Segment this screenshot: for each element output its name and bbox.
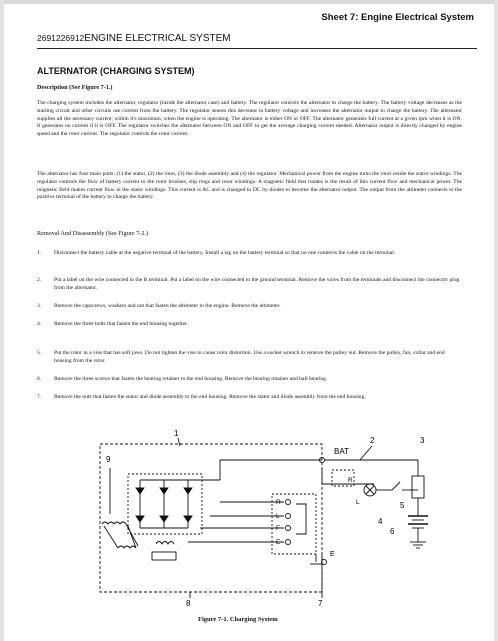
step-text: Put a label on the wire connected to the B terminal. Put a label on the wire connected to the ground terminal. Remove the wires from the terminals and disconnect the connector plug from the alternator. xyxy=(54,277,460,291)
callout-6: 6 xyxy=(390,527,395,536)
step-number: 1. xyxy=(37,250,42,256)
description-paragraph-1: The charging system includes the alternator, regulator (inside the alternator case) and battery. The regulator controls the alternator to charge the battery. The battery voltage decreases as the starting circuit and other circuits use current from the battery. The regulator senses this decrease in battery voltage and increases the alternator output to charge the battery. The alternator supplies all the necessary current, within it's maximum, when the engine is operating. The alternator is either ON or OFF. The alternator generates full current at a given rpm when it is ON. It generates no current if it is OFF. The regulator switches the alternator between ON and OFF to get the average charging current needed. Alternator output is directly changed by engine speed and the rotor current. The regulator controls the rotor current. xyxy=(37,100,462,138)
description-paragraph-2: The alternator has four main parts: (1) the stator, (2) the rotor, (3) the diode assembly and (4) the regulator. Mechanical power from the engine turns the rotor inside the stator windings. The regulator controls the flow of battery current to the rotor brushes, slip rings and rotor windings. A magnetic field that rotates is the result of this current flow and mechanical power. The magnetic field makes current flow in the stator windings. This current is AC and is changed to DC by diodes to become the alternator output. The output from the altimeter connects to the positive terminal of the battery to charge the battery. xyxy=(37,171,462,201)
figure-caption: Figure 7-1. Charging System xyxy=(198,616,278,623)
callout-3: 3 xyxy=(420,436,425,445)
leader-2 xyxy=(360,446,372,460)
removal-heading: Removal And Disassembly (See Figure 7-2.) xyxy=(37,230,149,237)
step-number: 5. xyxy=(37,350,42,356)
callout-4: 4 xyxy=(378,517,383,526)
step-3 xyxy=(37,303,462,311)
step-7 xyxy=(37,394,462,402)
step-number: 3. xyxy=(37,303,42,309)
step-5 xyxy=(37,350,462,366)
page-frame-left xyxy=(0,0,4,641)
reg-f-label: F xyxy=(276,525,280,532)
l-terminal xyxy=(286,514,291,519)
diode-assembly xyxy=(128,474,220,534)
step-text: Remove the nuts that fasten the stator and diode assembly to the end housing. Remove the stator and diode assembly from the end housing. xyxy=(54,394,366,400)
callout-7: 7 xyxy=(318,599,323,608)
battery-load xyxy=(412,476,424,498)
document-title xyxy=(37,33,231,44)
section-title: ALTERNATOR (CHARGING SYSTEM) xyxy=(37,66,195,76)
document-code: 2691226912 xyxy=(37,33,85,43)
f-terminal xyxy=(286,526,291,531)
leader-1 xyxy=(178,438,180,446)
reg-e-label: E xyxy=(276,539,281,546)
sheet-title: Sheet 7: Engine Electrical System xyxy=(321,12,474,23)
r-terminal xyxy=(286,500,291,505)
callout-8: 8 xyxy=(186,599,191,608)
description-heading: Description (See Figure 7-1.) xyxy=(37,84,113,91)
charging-system-diagram xyxy=(60,424,445,614)
step-1 xyxy=(37,250,462,258)
callout-2: 2 xyxy=(370,436,375,445)
step-text: Remove the three bolts that fasten the end housing together. xyxy=(54,321,188,327)
document-heading: ENGINE ELECTRICAL SYSTEM xyxy=(84,33,231,44)
page-frame-top xyxy=(0,0,498,4)
step-text: Remove the capscrews, washers and nut that fasten the altimeter to the engine. Remove the altimeter. xyxy=(54,303,281,309)
ignition-switch xyxy=(392,482,400,490)
stator-windings xyxy=(102,522,138,548)
switch-r-label: R xyxy=(348,477,353,484)
step-2 xyxy=(37,277,462,293)
step-6 xyxy=(37,376,462,384)
reg-r-label: R xyxy=(276,499,281,506)
step-number: 6. xyxy=(37,376,42,382)
callout-5: 5 xyxy=(400,501,405,510)
charge-lamp-filament xyxy=(366,486,374,494)
bat-label: BAT xyxy=(334,447,349,456)
rotor-coil xyxy=(152,542,176,561)
callout-1: 1 xyxy=(174,429,179,438)
step-number: 2. xyxy=(37,277,42,283)
title-rule xyxy=(37,48,477,49)
step-text: Remove the three screws that fasten the bearing retainer to the end housing. Remove the bearing retainer and ball bearing. xyxy=(54,376,328,382)
step-4 xyxy=(37,321,462,329)
e-terminal xyxy=(286,540,291,545)
step-number: 7. xyxy=(37,394,42,400)
step-text: Put the rotor in a vise that has soft jaws. Do not tighten the vise to cause rotor distortion. Use a socket wrench to remove the pulley nut. Remove the pulley, fan, collar and end housing from the rotor. xyxy=(54,350,445,364)
callout-9: 9 xyxy=(106,455,111,464)
step-number: 4. xyxy=(37,321,42,327)
page-frame-right xyxy=(494,0,498,641)
regulator-circuit xyxy=(296,504,306,534)
step-text: Disconnect the battery cable at the negative terminal of the battery. Install a tag on the battery terminal so that no one connects the cable on the terminal. xyxy=(54,250,396,256)
lamp-l-label: L xyxy=(356,499,360,506)
ground-e-label: E xyxy=(330,551,335,558)
reg-l-label: L xyxy=(276,513,280,520)
